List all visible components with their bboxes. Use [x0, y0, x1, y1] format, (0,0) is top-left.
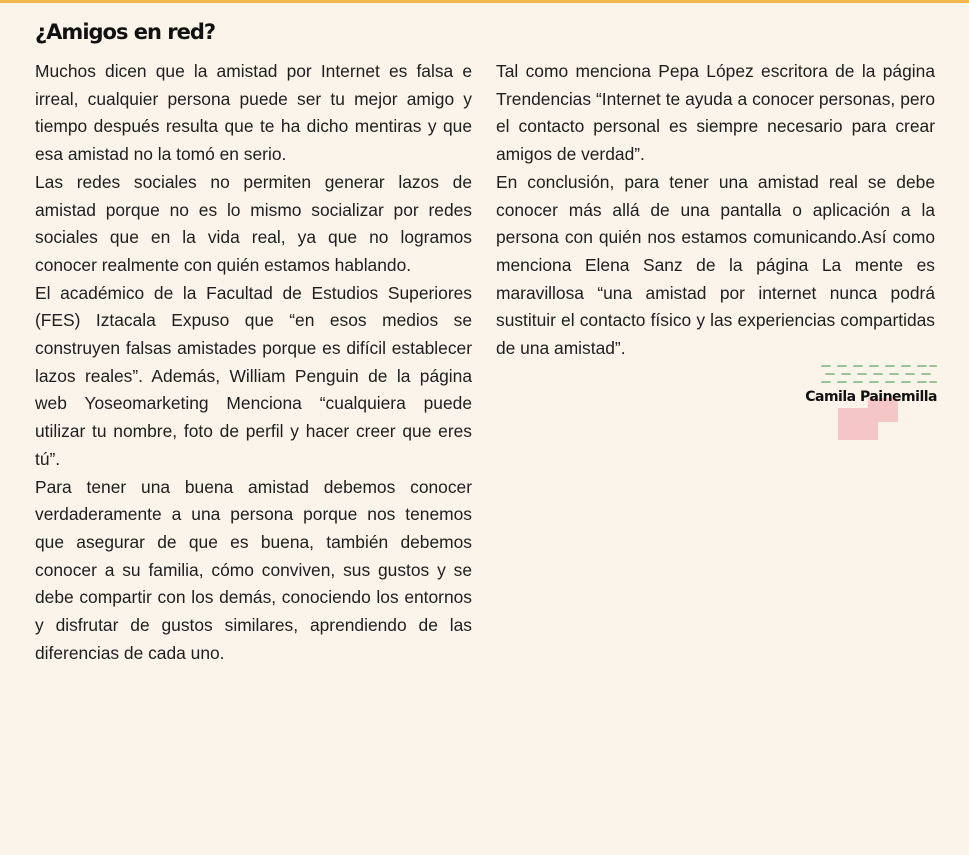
- article-column-left: [35, 58, 472, 667]
- paragraph: El académico de la Facultad de Estudios Superiores (FES) Iztacala Expuso que “en esos medios se construyen falsas amistades porque es difícil establecer lazos reales”. Además, William Penguin de la página web Yoseomarketing Menciona “cualquiera puede utilizar tu nombre, foto de perfil y hacer creer que eres tú”.: [35, 282, 472, 469]
- paragraph: Tal como menciona Pepa López escritora de la página Trendencias “Internet te ayuda a conocer personas, pero el contacto personal es siempre necesario para crear amigos de verdad”.: [496, 61, 935, 165]
- article-title: ¿Amigos en red?: [35, 20, 216, 44]
- decorative-dashes-icon: [820, 362, 938, 386]
- article-column-right: [496, 58, 935, 363]
- top-border-rule: [0, 0, 969, 3]
- paragraph: Las redes sociales no permiten generar lazos de amistad porque no es lo mismo socializar por redes sociales que en la vida real, ya que no logramos conocer realmente con quién estamos hablando.: [35, 171, 472, 275]
- paragraph: Muchos dicen que la amistad por Internet es falsa e irreal, cualquier persona puede ser tu mejor amigo y tiempo después resulta que te ha dicho mentiras y que esa amistad no la tomó en serio.: [35, 61, 472, 165]
- author-signature: Camila Painemilla: [805, 389, 937, 405]
- paragraph: Para tener una buena amistad debemos conocer verdaderamente a una persona porque nos tenemos que asegurar de que es buena, también debemos conocer a su familia, cómo conviven, sus gustos y se debe compartir con los demás, conociendo los entornos y disfrutar de gustos similares, aprendiendo de las diferencias de cada uno.: [35, 476, 472, 663]
- paragraph: En conclusión, para tener una amistad real se debe conocer más allá de una pantalla o aplicación a la persona con quién nos estamos comunicando.Así como menciona Elena Sanz de la página La mente es maravillosa “una amistad por internet nunca podrá sustituir el contacto físico y las experiencias compartidas de una amistad”.: [496, 171, 935, 359]
